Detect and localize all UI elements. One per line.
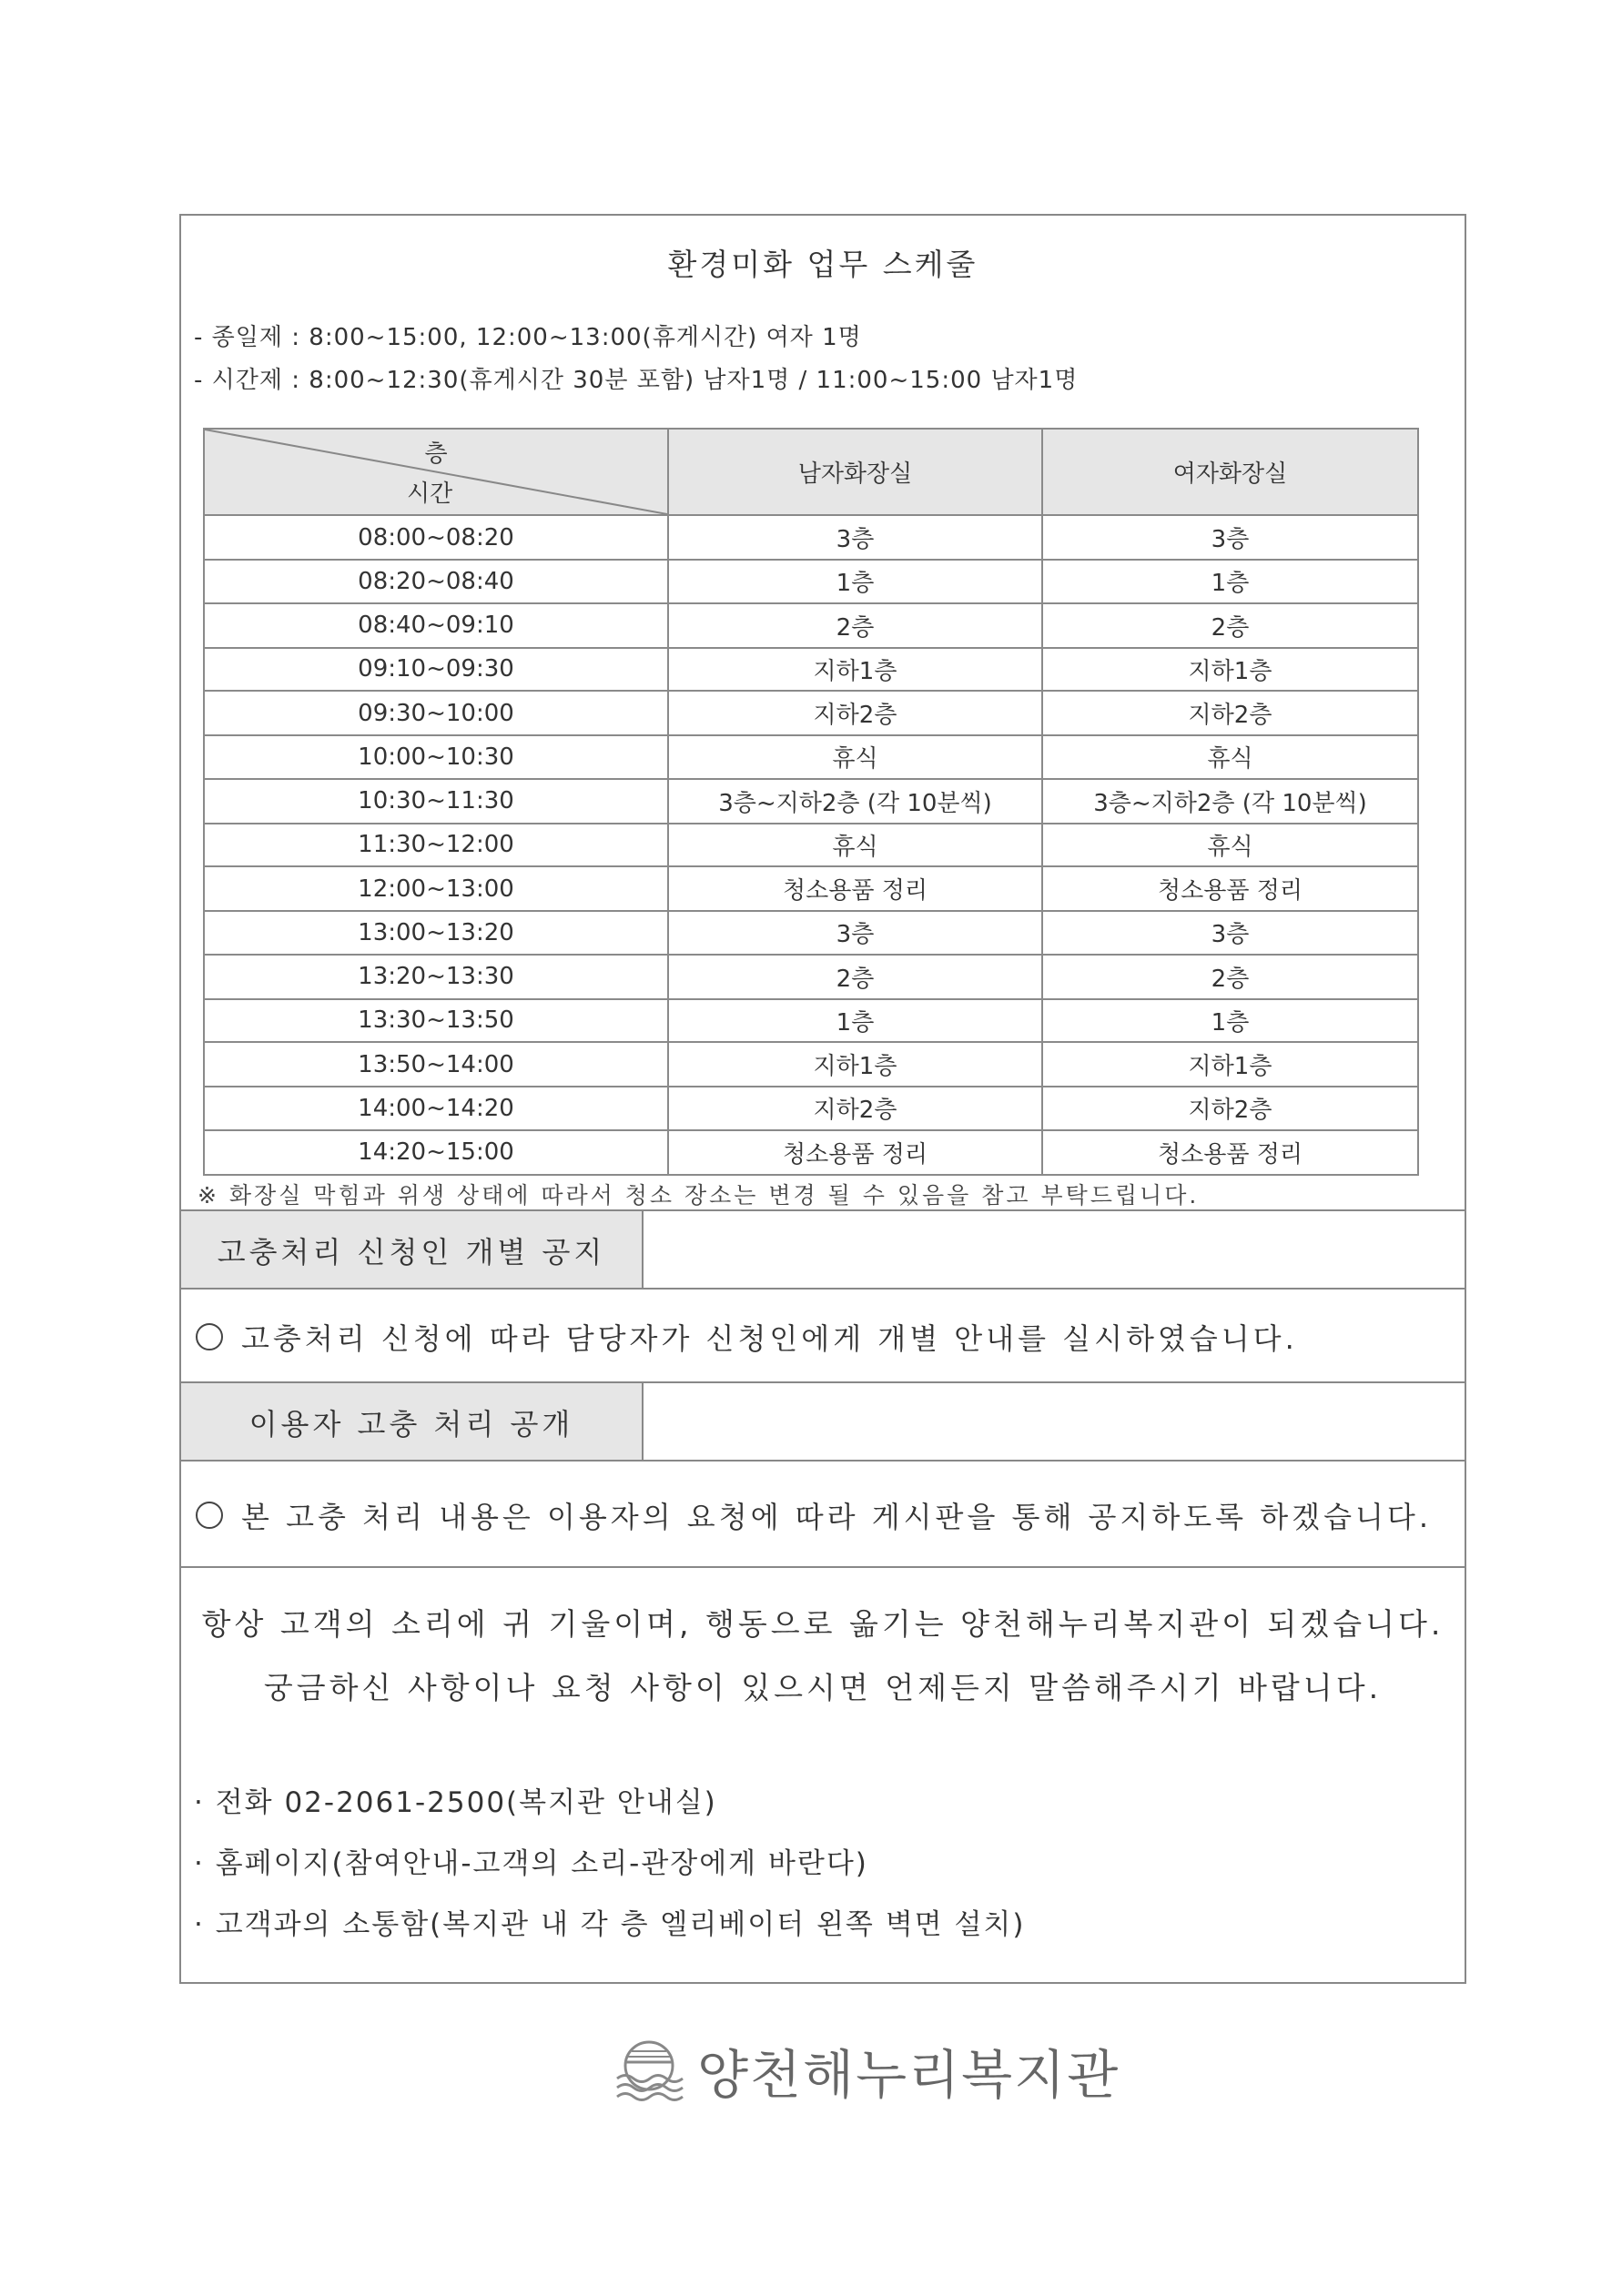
women-cell: 3층 <box>1042 911 1418 955</box>
header-time-label: 시간 <box>407 480 453 508</box>
men-cell: 3층 <box>668 911 1042 955</box>
header-floor-label: 층 <box>424 440 448 468</box>
time-cell: 10:00~10:30 <box>204 735 668 779</box>
women-cell: 지하1층 <box>1042 648 1418 692</box>
women-cell: 3층 <box>1042 515 1418 560</box>
table-row <box>204 1042 1418 1087</box>
public-notice-body <box>181 1460 1465 1568</box>
men-cell: 2층 <box>668 603 1042 648</box>
table-row <box>204 735 1418 779</box>
table-row <box>204 779 1418 824</box>
men-cell: 휴식 <box>668 824 1042 867</box>
table-row <box>204 648 1418 692</box>
women-cell: 2층 <box>1042 955 1418 999</box>
time-cell: 13:50~14:00 <box>204 1042 668 1087</box>
individual-notice-header <box>181 1209 1465 1290</box>
individual-notice-body <box>181 1288 1465 1383</box>
time-cell: 14:20~15:00 <box>204 1130 668 1175</box>
circle-bullet-icon <box>196 1323 223 1350</box>
header-women: 여자화장실 <box>1042 429 1418 515</box>
women-cell: 3층~지하2층 (각 10분씩) <box>1042 779 1418 824</box>
hours-fulltime: - 종일제 : 8:00~15:00, 12:00~13:00(휴게시간) 여자 1명 <box>194 324 862 351</box>
men-cell: 휴식 <box>668 735 1042 779</box>
closing-line-2: 궁금하신 사항이나 요청 사항이 있으시면 언제든지 말씀해주시기 바랍니다. <box>263 1670 1383 1705</box>
women-cell: 1층 <box>1042 999 1418 1043</box>
women-cell: 지하1층 <box>1042 1042 1418 1087</box>
public-notice-text: 본 고충 처리 내용은 이용자의 요청에 따라 게시판을 통해 공지하도록 하겠습니다. <box>241 1499 1432 1534</box>
schedule-table <box>203 428 1419 1176</box>
public-notice-label: 이용자 고충 처리 공개 <box>181 1383 644 1462</box>
men-cell: 2층 <box>668 955 1042 999</box>
table-row <box>204 560 1418 603</box>
time-cell: 14:00~14:20 <box>204 1087 668 1130</box>
women-cell: 휴식 <box>1042 735 1418 779</box>
individual-notice-text: 고충처리 신청에 따라 담당자가 신청인에게 개별 안내를 실시하였습니다. <box>241 1320 1298 1356</box>
women-cell: 1층 <box>1042 560 1418 603</box>
men-cell: 1층 <box>668 560 1042 603</box>
men-cell: 청소용품 정리 <box>668 1130 1042 1175</box>
men-cell: 3층~지하2층 (각 10분씩) <box>668 779 1042 824</box>
schedule-header-row <box>204 429 1418 515</box>
table-row <box>204 691 1418 735</box>
time-cell: 08:20~08:40 <box>204 560 668 603</box>
men-cell: 1층 <box>668 999 1042 1043</box>
time-cell: 13:20~13:30 <box>204 955 668 999</box>
schedule-note: ※ 화장실 막힘과 위생 상태에 따라서 청소 장소는 변경 될 수 있음을 참고 부탁드립니다. <box>198 1182 1200 1209</box>
closing-line-1: 항상 고객의 소리에 귀 기울이며, 행동으로 옮기는 양천해누리복지관이 되겠습니다. <box>201 1606 1445 1642</box>
welfare-center-logo <box>610 2029 1120 2111</box>
table-row <box>204 999 1418 1043</box>
time-cell: 08:40~09:10 <box>204 603 668 648</box>
schedule-title: 환경미화 업무 스케줄 <box>667 247 978 282</box>
contact-suggestion-box: · 고객과의 소통함(복지관 내 각 층 엘리베이터 왼쪽 벽면 설치) <box>194 1908 1026 1941</box>
time-cell: 13:00~13:20 <box>204 911 668 955</box>
header-men: 남자화장실 <box>668 429 1042 515</box>
time-cell: 12:00~13:00 <box>204 866 668 911</box>
public-notice-header <box>181 1381 1465 1462</box>
time-cell: 09:30~10:00 <box>204 691 668 735</box>
divider <box>181 1566 1465 1568</box>
women-cell: 휴식 <box>1042 824 1418 867</box>
table-row <box>204 1087 1418 1130</box>
document-frame <box>179 214 1466 1984</box>
time-cell: 08:00~08:20 <box>204 515 668 560</box>
women-cell: 청소용품 정리 <box>1042 866 1418 911</box>
individual-notice-label: 고충처리 신청인 개별 공지 <box>181 1211 644 1290</box>
time-cell: 09:10~09:30 <box>204 648 668 692</box>
logo-text: 양천해누리복지관 <box>697 2044 1120 2106</box>
time-cell: 11:30~12:00 <box>204 824 668 867</box>
contact-homepage: · 홈페이지(참여안내-고객의 소리-관장에게 바란다) <box>194 1847 868 1880</box>
contact-phone: · 전화 02-2061-2500(복지관 안내실) <box>194 1786 717 1819</box>
table-row <box>204 1130 1418 1175</box>
women-cell: 지하2층 <box>1042 1087 1418 1130</box>
time-cell: 10:30~11:30 <box>204 779 668 824</box>
hours-parttime: - 시간제 : 8:00~12:30(휴게시간 30분 포함) 남자1명 / 11:00~15:00 남자1명 <box>194 367 1079 394</box>
time-cell: 13:30~13:50 <box>204 999 668 1043</box>
women-cell: 2층 <box>1042 603 1418 648</box>
men-cell: 지하2층 <box>668 1087 1042 1130</box>
women-cell: 지하2층 <box>1042 691 1418 735</box>
table-row <box>204 515 1418 560</box>
men-cell: 3층 <box>668 515 1042 560</box>
men-cell: 지하1층 <box>668 1042 1042 1087</box>
table-row <box>204 824 1418 867</box>
men-cell: 지하2층 <box>668 691 1042 735</box>
sun-wave-logo-icon <box>610 2031 688 2109</box>
table-row <box>204 603 1418 648</box>
men-cell: 청소용품 정리 <box>668 866 1042 911</box>
table-row <box>204 955 1418 999</box>
men-cell: 지하1층 <box>668 648 1042 692</box>
table-row <box>204 911 1418 955</box>
header-diagonal-cell <box>204 429 668 515</box>
table-row <box>204 866 1418 911</box>
women-cell: 청소용품 정리 <box>1042 1130 1418 1175</box>
circle-bullet-icon <box>196 1502 223 1529</box>
